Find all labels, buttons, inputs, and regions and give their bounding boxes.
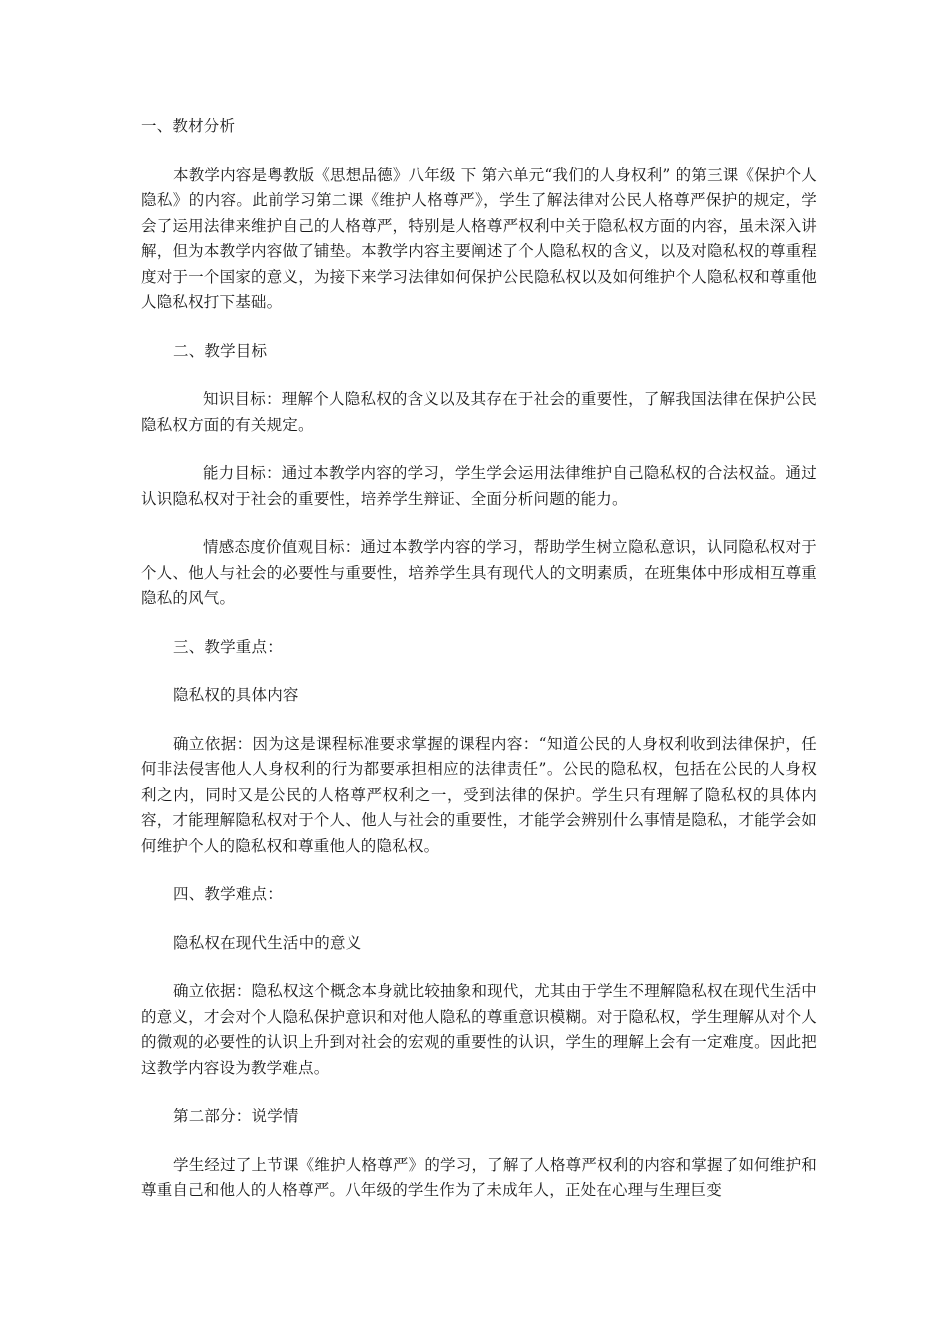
- paragraph-attitude-goal: 情感态度价值观目标：通过本教学内容的学习，帮助学生树立隐私意识，认同隐私权对于个人、他人与社会的必要性与重要性，培养学生具有现代人的文明素质，在班集体中形成相互尊重隐私的风气。: [141, 538, 817, 607]
- section-heading-teaching-goals: 二、教学目标: [173, 341, 268, 360]
- paragraph-student-analysis: 学生经过了上节课《维护人格尊严》的学习，了解了人格尊严权利的内容和掌握了如何维护和尊重自己和他人的人格尊严。八年级的学生作为了未成年人，正处在心理与生理巨变: [141, 1155, 817, 1199]
- paragraph-key-point: 隐私权的具体内容: [173, 686, 299, 704]
- paragraph-difficulty-basis: 确立依据：隐私权这个概念本身就比较抽象和现代，尤其由于学生不理解隐私权在现代生活中的意义，才会对个人隐私保护意识和对他人隐私的尊重意识模糊。对于隐私权，学生理解从对个人的微观的必要性的认识上升到对社会的宏观的重要性的认识，学生的理解上会有一定难度。因此把这教学内容设为教学难点。: [141, 982, 817, 1077]
- paragraph-textbook-analysis: 本教学内容是粤教版《思想品德》八年级 下 第六单元“我们的人身权利” 的第三课《保护个人隐私》的内容。此前学习第二课《维护人格尊严》，学生了解法律对公民人格尊严保护的规定，学会了运用法律来维护自己的人格尊严，特别是人格尊严权利中关于隐私权方面的内容，虽未深入讲解，但为本教学内容做了铺垫。本教学内容主要阐述了个人隐私权的含义，以及对隐私权的尊重程度对于一个国家的意义，为接下来学习法律如何保护公民隐私权以及如何维护个人隐私权和尊重他人隐私权打下基础。: [141, 165, 817, 311]
- section-heading-textbook-analysis: 一、教材分析: [141, 117, 236, 135]
- paragraph-ability-goal: 能力目标：通过本教学内容的学习，学生学会运用法律维护自己隐私权的合法权益。通过认识隐私权对于社会的重要性，培养学生辩证、全面分析问题的能力。: [141, 464, 817, 508]
- document-body: [141, 114, 817, 1204]
- section-heading-key-points: 三、教学重点：: [173, 637, 283, 656]
- paragraph-key-point-basis: 确立依据：因为这是课程标准要求掌握的课程内容：“知道公民的人身权利收到法律保护，任何非法侵害他人人身权利的行为都要承担相应的法律责任”。公民的隐私权，包括在公民的人身权利之内，同时又是公民的人格尊严权利之一，受到法律的保护。学生只有理解了隐私权的具体内容，才能理解隐私权对于个人、他人与社会的重要性，才能学会辨别什么事情是隐私，才能学会如何维护个人的隐私权和尊重他人的隐私权。: [141, 734, 817, 855]
- paragraph-difficulty: 隐私权在现代生活中的意义: [173, 933, 362, 952]
- section-heading-difficulties: 四、教学难点：: [173, 885, 283, 903]
- section-heading-student-analysis: 第二部分：说学情: [173, 1107, 299, 1125]
- paragraph-knowledge-goal: 知识目标：理解个人隐私权的含义以及其存在于社会的重要性，了解我国法律在保护公民隐私权方面的有关规定。: [141, 390, 817, 434]
